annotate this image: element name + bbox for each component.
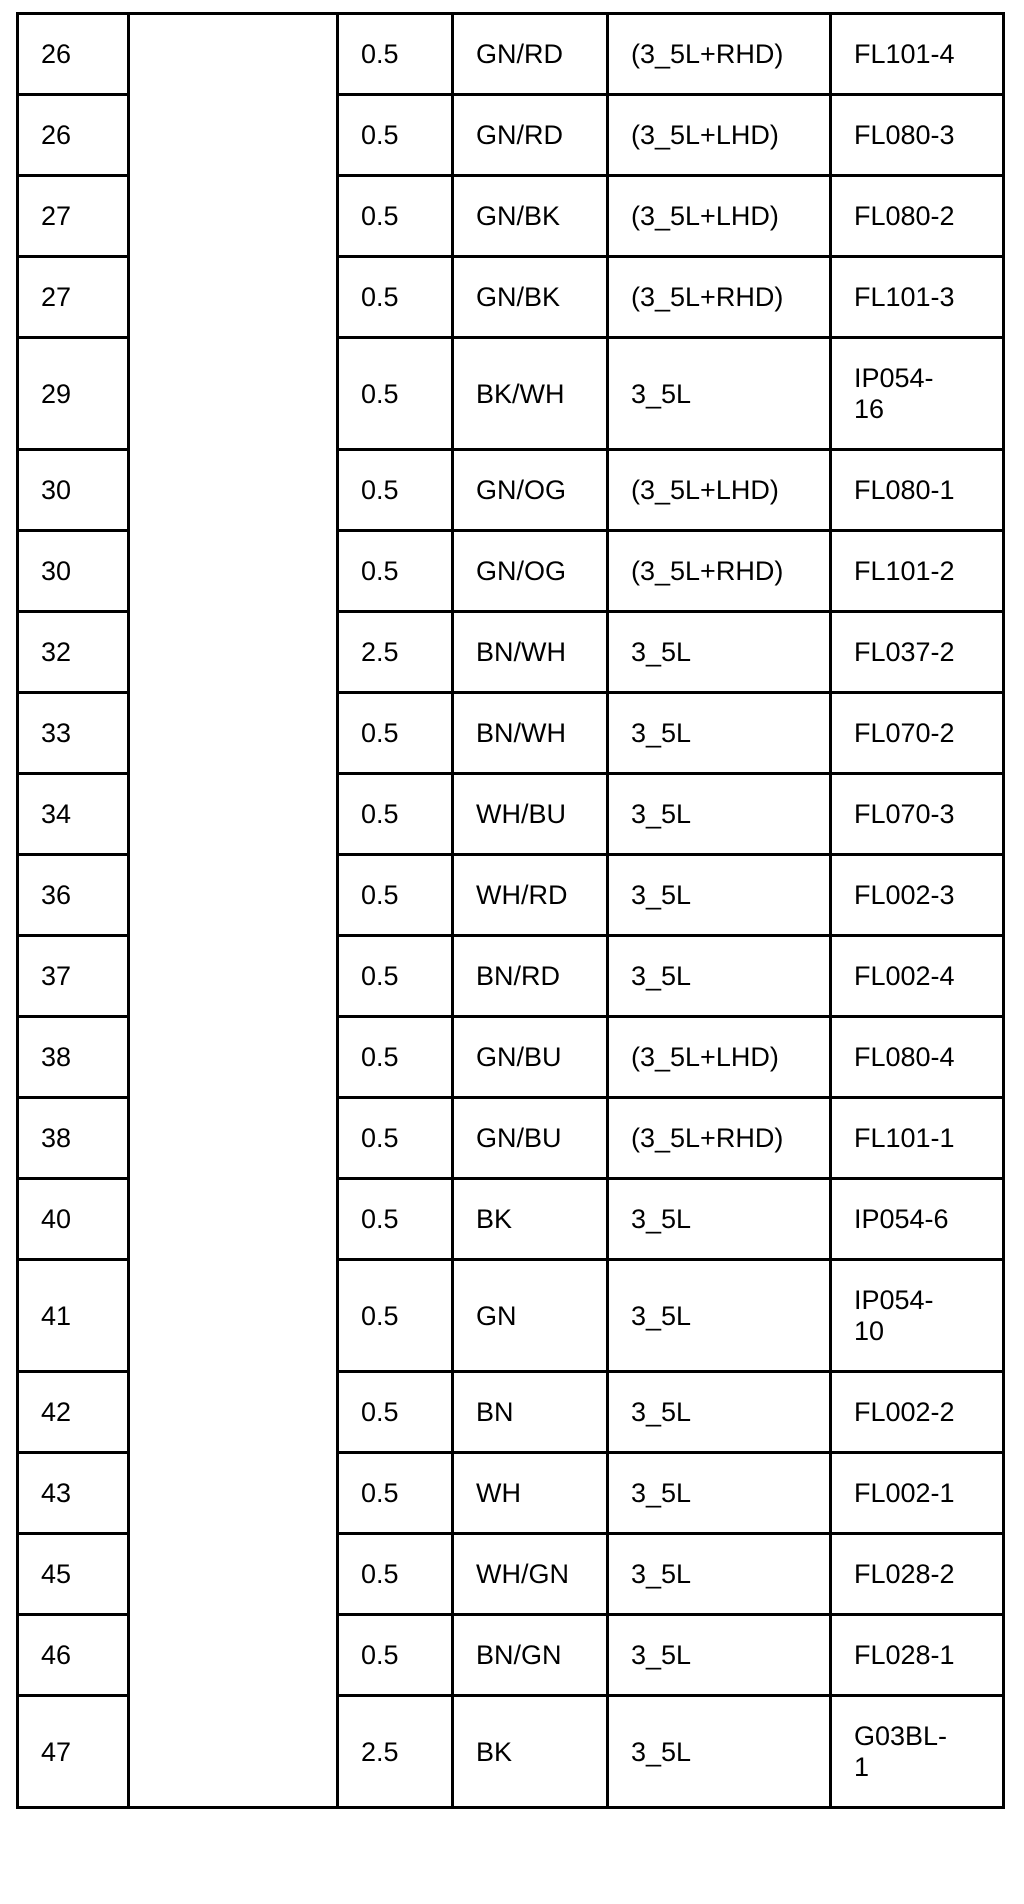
table-row <box>18 1534 1004 1615</box>
wire-color-cell: GN/BK <box>453 257 608 338</box>
connector-cell: FL101-3 <box>831 257 1004 338</box>
option-cell: 3_5L <box>608 612 831 693</box>
pin-cell: 32 <box>18 612 129 693</box>
pin-cell: 43 <box>18 1453 129 1534</box>
pin-cell: 26 <box>18 95 129 176</box>
connector-cell: FL002-2 <box>831 1372 1004 1453</box>
table-row <box>18 1260 1004 1372</box>
table-row <box>18 1696 1004 1808</box>
wire-color-cell: GN/BK <box>453 176 608 257</box>
blank-cell <box>129 1372 338 1453</box>
option-cell: (3_5L+LHD) <box>608 1017 831 1098</box>
connector-cell: FL002-3 <box>831 855 1004 936</box>
table-row <box>18 612 1004 693</box>
blank-cell <box>129 1017 338 1098</box>
option-cell: 3_5L <box>608 774 831 855</box>
wire-color-cell: BN/RD <box>453 936 608 1017</box>
wire-size-cell: 0.5 <box>338 1453 453 1534</box>
pin-cell: 42 <box>18 1372 129 1453</box>
wire-color-cell: BN/WH <box>453 693 608 774</box>
blank-cell <box>129 338 338 450</box>
wire-color-cell: WH/RD <box>453 855 608 936</box>
table-row <box>18 774 1004 855</box>
option-cell: 3_5L <box>608 338 831 450</box>
wire-size-cell: 0.5 <box>338 1615 453 1696</box>
wire-size-cell: 0.5 <box>338 14 453 95</box>
pin-cell: 26 <box>18 14 129 95</box>
wire-color-cell: GN/OG <box>453 531 608 612</box>
table-row <box>18 1017 1004 1098</box>
option-cell: 3_5L <box>608 1179 831 1260</box>
blank-cell <box>129 1696 338 1808</box>
table-row <box>18 855 1004 936</box>
wire-size-cell: 0.5 <box>338 1017 453 1098</box>
blank-cell <box>129 531 338 612</box>
blank-cell <box>129 176 338 257</box>
wire-size-cell: 0.5 <box>338 774 453 855</box>
connector-cell: FL070-3 <box>831 774 1004 855</box>
wire-color-cell: BK/WH <box>453 338 608 450</box>
option-cell: 3_5L <box>608 1453 831 1534</box>
option-cell: (3_5L+RHD) <box>608 531 831 612</box>
option-cell: 3_5L <box>608 936 831 1017</box>
table-row <box>18 338 1004 450</box>
blank-cell <box>129 1098 338 1179</box>
wire-size-cell: 0.5 <box>338 1372 453 1453</box>
blank-cell <box>129 774 338 855</box>
pin-cell: 37 <box>18 936 129 1017</box>
wire-size-cell: 0.5 <box>338 338 453 450</box>
pin-cell: 34 <box>18 774 129 855</box>
wire-color-cell: BK <box>453 1696 608 1808</box>
pin-cell: 30 <box>18 531 129 612</box>
table-row <box>18 1372 1004 1453</box>
pin-cell: 33 <box>18 693 129 774</box>
table-row <box>18 1179 1004 1260</box>
connector-cell: FL028-1 <box>831 1615 1004 1696</box>
table-row <box>18 1615 1004 1696</box>
connector-cell: FL101-4 <box>831 14 1004 95</box>
connector-cell: FL101-1 <box>831 1098 1004 1179</box>
connector-cell: FL002-1 <box>831 1453 1004 1534</box>
wire-size-cell: 0.5 <box>338 257 453 338</box>
wire-color-cell: BK <box>453 1179 608 1260</box>
pin-cell: 47 <box>18 1696 129 1808</box>
pin-cell: 45 <box>18 1534 129 1615</box>
wire-color-cell: BN/WH <box>453 612 608 693</box>
option-cell: 3_5L <box>608 1372 831 1453</box>
connector-cell: FL080-3 <box>831 95 1004 176</box>
connector-cell: FL080-2 <box>831 176 1004 257</box>
wire-color-cell: BN <box>453 1372 608 1453</box>
wire-size-cell: 0.5 <box>338 176 453 257</box>
connector-cell: G03BL- 1 <box>831 1696 1004 1808</box>
table-row <box>18 936 1004 1017</box>
wiring-table <box>16 12 1005 1809</box>
option-cell: 3_5L <box>608 1260 831 1372</box>
pin-cell: 27 <box>18 176 129 257</box>
option-cell: (3_5L+RHD) <box>608 1098 831 1179</box>
wire-size-cell: 0.5 <box>338 1260 453 1372</box>
blank-cell <box>129 1534 338 1615</box>
connector-cell: FL101-2 <box>831 531 1004 612</box>
blank-cell <box>129 14 338 95</box>
option-cell: (3_5L+LHD) <box>608 95 831 176</box>
blank-cell <box>129 95 338 176</box>
blank-cell <box>129 936 338 1017</box>
blank-cell <box>129 855 338 936</box>
option-cell: 3_5L <box>608 1615 831 1696</box>
blank-cell <box>129 612 338 693</box>
wire-size-cell: 0.5 <box>338 855 453 936</box>
option-cell: (3_5L+RHD) <box>608 257 831 338</box>
blank-cell <box>129 257 338 338</box>
wiring-table-body <box>18 14 1004 1808</box>
connector-cell: FL080-1 <box>831 450 1004 531</box>
wire-size-cell: 0.5 <box>338 1179 453 1260</box>
option-cell: (3_5L+RHD) <box>608 14 831 95</box>
wire-color-cell: GN <box>453 1260 608 1372</box>
blank-cell <box>129 1615 338 1696</box>
connector-cell: IP054- 16 <box>831 338 1004 450</box>
connector-cell: IP054-6 <box>831 1179 1004 1260</box>
table-row <box>18 176 1004 257</box>
blank-cell <box>129 693 338 774</box>
wire-size-cell: 2.5 <box>338 612 453 693</box>
table-row <box>18 1098 1004 1179</box>
table-row <box>18 531 1004 612</box>
wire-size-cell: 0.5 <box>338 450 453 531</box>
table-row <box>18 257 1004 338</box>
pin-cell: 27 <box>18 257 129 338</box>
pin-cell: 38 <box>18 1098 129 1179</box>
wire-color-cell: GN/OG <box>453 450 608 531</box>
pin-cell: 38 <box>18 1017 129 1098</box>
wire-size-cell: 0.5 <box>338 1534 453 1615</box>
wire-color-cell: WH <box>453 1453 608 1534</box>
wire-size-cell: 0.5 <box>338 936 453 1017</box>
option-cell: (3_5L+LHD) <box>608 176 831 257</box>
wire-color-cell: GN/BU <box>453 1098 608 1179</box>
pin-cell: 29 <box>18 338 129 450</box>
table-row <box>18 95 1004 176</box>
option-cell: 3_5L <box>608 1534 831 1615</box>
connector-cell: FL037-2 <box>831 612 1004 693</box>
wire-color-cell: GN/RD <box>453 95 608 176</box>
blank-cell <box>129 450 338 531</box>
option-cell: 3_5L <box>608 855 831 936</box>
option-cell: 3_5L <box>608 1696 831 1808</box>
option-cell: (3_5L+LHD) <box>608 450 831 531</box>
wiring-table-container <box>16 12 1005 1809</box>
option-cell: 3_5L <box>608 693 831 774</box>
blank-cell <box>129 1453 338 1534</box>
wire-size-cell: 0.5 <box>338 693 453 774</box>
table-row <box>18 693 1004 774</box>
wire-color-cell: GN/BU <box>453 1017 608 1098</box>
wire-color-cell: WH/BU <box>453 774 608 855</box>
wire-color-cell: WH/GN <box>453 1534 608 1615</box>
connector-cell: FL070-2 <box>831 693 1004 774</box>
connector-cell: IP054- 10 <box>831 1260 1004 1372</box>
connector-cell: FL080-4 <box>831 1017 1004 1098</box>
connector-cell: FL028-2 <box>831 1534 1004 1615</box>
wire-size-cell: 2.5 <box>338 1696 453 1808</box>
wire-size-cell: 0.5 <box>338 95 453 176</box>
blank-cell <box>129 1260 338 1372</box>
table-row <box>18 14 1004 95</box>
blank-cell <box>129 1179 338 1260</box>
pin-cell: 46 <box>18 1615 129 1696</box>
wire-size-cell: 0.5 <box>338 531 453 612</box>
connector-cell: FL002-4 <box>831 936 1004 1017</box>
table-row <box>18 1453 1004 1534</box>
pin-cell: 40 <box>18 1179 129 1260</box>
wire-size-cell: 0.5 <box>338 1098 453 1179</box>
table-row <box>18 450 1004 531</box>
pin-cell: 41 <box>18 1260 129 1372</box>
pin-cell: 30 <box>18 450 129 531</box>
pin-cell: 36 <box>18 855 129 936</box>
wire-color-cell: GN/RD <box>453 14 608 95</box>
wire-color-cell: BN/GN <box>453 1615 608 1696</box>
